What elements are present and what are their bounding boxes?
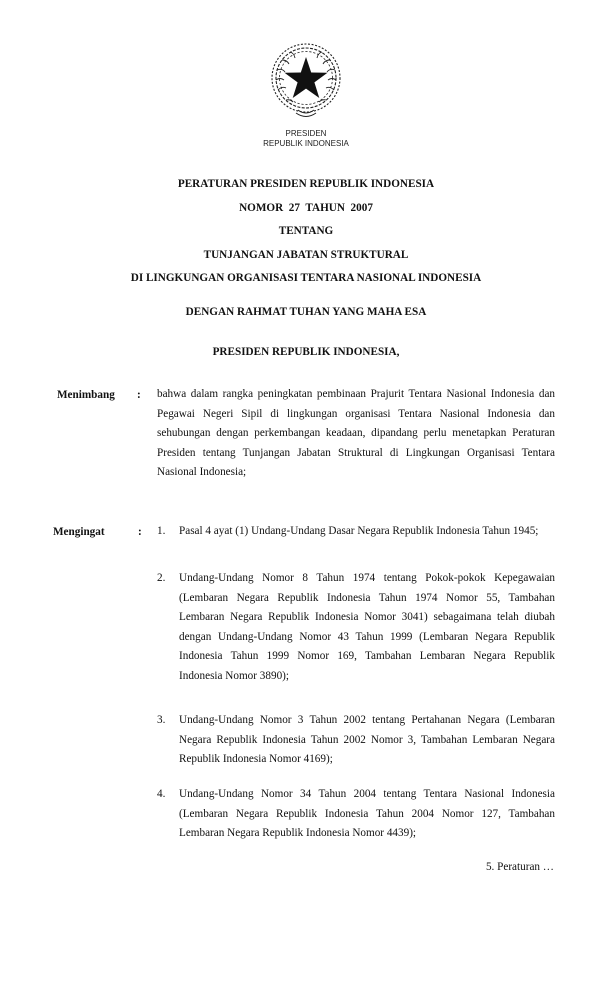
item-text: Pasal 4 ayat (1) Undang-Undang Dasar Negara Republik Indonesia Tahun 1945; xyxy=(179,525,539,537)
mengingat-colon: : xyxy=(138,526,142,538)
item-number: 3. xyxy=(157,714,166,726)
regulation-title xyxy=(0,173,612,291)
mengingat-item-3 xyxy=(157,711,555,770)
emblem-caption xyxy=(0,129,612,148)
item-number: 2. xyxy=(157,572,166,584)
title-line-scope: DI LINGKUNGAN ORGANISASI TENTARA NASIONAL INDONESIA xyxy=(130,272,482,284)
menimbang-text: bahwa dalam rangka peningkatan pembinaan Prajurit Tentara Nasional Indonesia dan Pegawai Negeri Sipil di lingkungan organisasi Tentara Nasional Indonesia dan sehubungan dengan perkembangan keadaan, dipandang perlu menetapkan Peraturan Presiden tentang Tunjangan Jabatan Struktural di Lingkungan Organisasi Tentara Nasional Indonesia; xyxy=(157,388,555,479)
title-line-regulation: PERATURAN PRESIDEN REPUBLIK INDONESIA xyxy=(177,178,435,190)
mengingat-item-2 xyxy=(157,569,555,687)
title-line-about: TENTANG xyxy=(278,225,334,237)
mengingat-item-1 xyxy=(157,522,555,542)
caption-republic: REPUBLIK INDONESIA xyxy=(263,138,349,148)
title-line-number: NOMOR 27 TAHUN 2007 xyxy=(239,201,373,214)
menimbang-colon: : xyxy=(137,389,141,401)
item-number: 1. xyxy=(157,525,166,537)
page-continuation-marker: 5. Peraturan … xyxy=(485,861,554,873)
item-text: Undang-Undang Nomor 3 Tahun 2002 tentang Pertahanan Negara (Lembaran Negara Republik Indonesia Tahun 2002 Nomor 3, Tambahan Lembaran Negara Republik Indonesia Nomor 4169); xyxy=(179,714,555,766)
presidential-emblem-icon xyxy=(268,40,344,122)
issuer-heading: PRESIDEN REPUBLIK INDONESIA, xyxy=(212,346,400,358)
item-number: 4. xyxy=(157,788,166,800)
item-text: Undang-Undang Nomor 34 Tahun 2004 tentang Tentara Nasional Indonesia (Lembaran Negara Republik Indonesia Tahun 2004 Nomor 127, Tambahan Lembaran Negara Republik Indonesia Nomor 4439); xyxy=(179,788,555,840)
invocation-heading: DENGAN RAHMAT TUHAN YANG MAHA ESA xyxy=(185,306,427,318)
mengingat-item-4 xyxy=(157,785,555,844)
mengingat-label: Mengingat xyxy=(53,526,105,538)
menimbang-label: Menimbang xyxy=(57,389,115,401)
caption-president: PRESIDEN xyxy=(285,129,327,138)
item-text: Undang-Undang Nomor 8 Tahun 1974 tentang Pokok-pokok Kepegawaian (Lembaran Negara Republik Indonesia Tahun 1974 Nomor 55, Tambahan Lembaran Negara Republik Indonesia Nomor 3041) sebagaimana telah diubah dengan Undang-Undang Nomor 43 Tahun 1999 (Lembaran Negara Republik Indonesia Tahun 1999 Nomor 169, Tambahan Lembaran Negara Republik Indonesia Nomor 3890); xyxy=(179,572,555,682)
title-line-subject: TUNJANGAN JABATAN STRUKTURAL xyxy=(203,248,409,261)
